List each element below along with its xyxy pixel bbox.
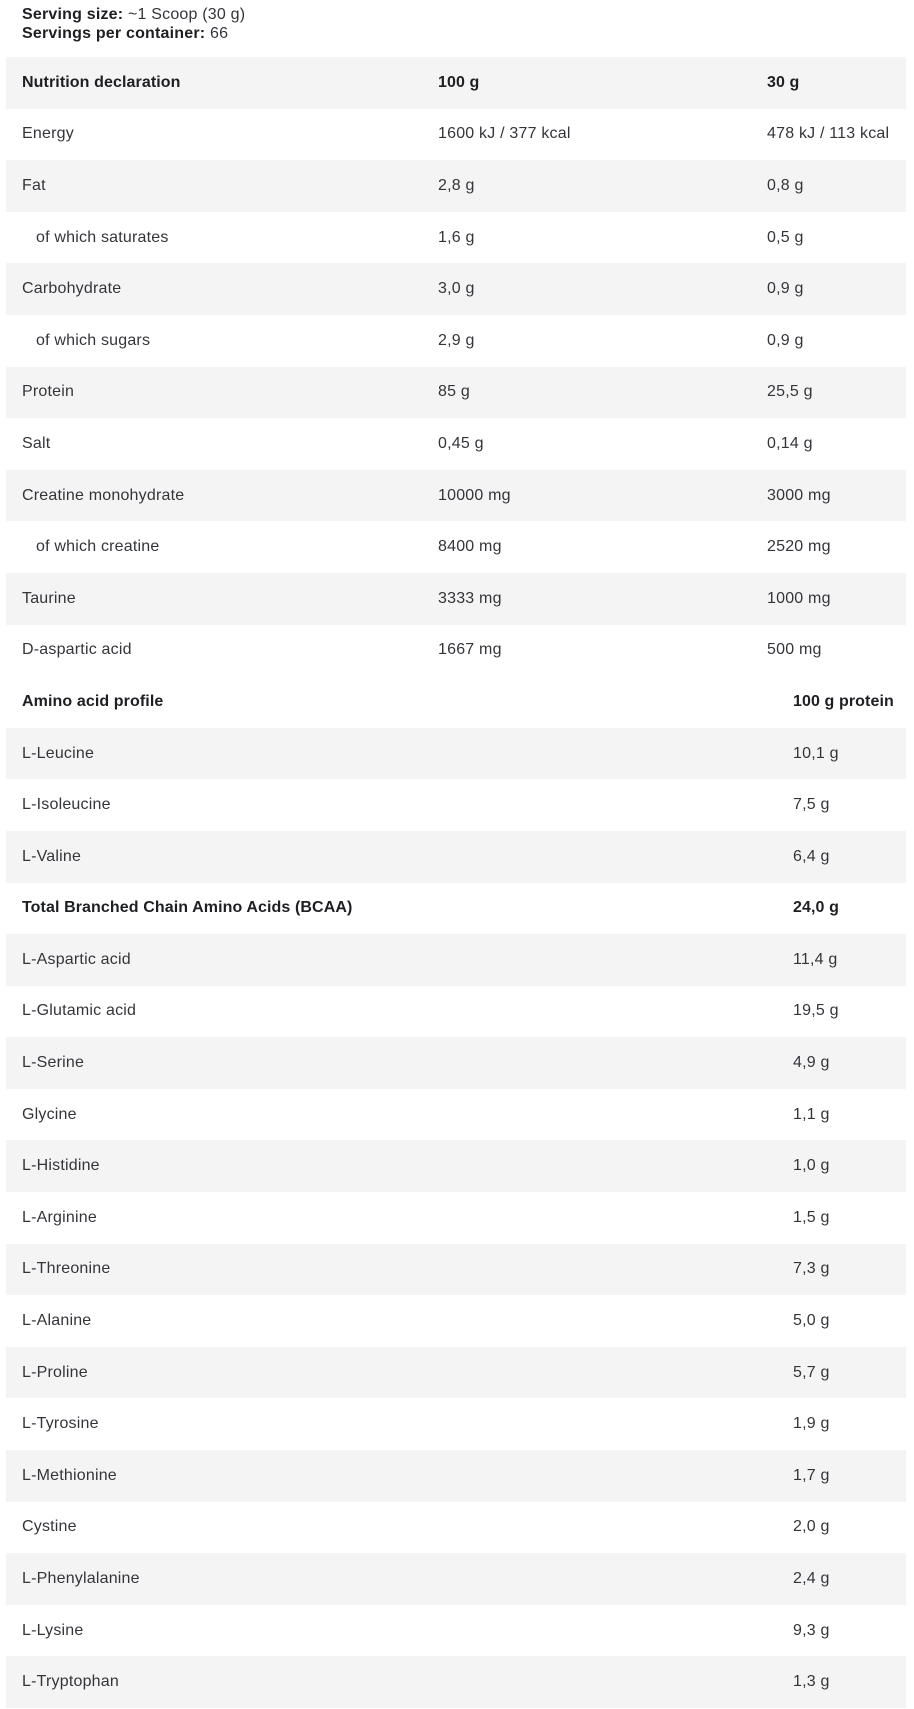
row-label: L-Proline [22,1363,88,1381]
row-label: L-Lysine [22,1621,84,1639]
value-per-30g: 0,14 g [767,434,813,452]
table-row [6,934,906,986]
value-per-30g: 0,9 g [767,280,804,298]
value-per-30g: 3000 mg [767,486,831,504]
row-label: L-Arginine [22,1208,97,1226]
servings-per-container-line [22,24,914,43]
table-row [6,831,906,883]
value-per-100g: 10000 mg [438,486,511,504]
row-label: L-Serine [22,1054,85,1072]
servings-per-container-value: 66 [209,25,229,42]
row-label: Carbohydrate [22,280,122,298]
value-per-100g: 2,9 g [438,331,475,349]
table-row [6,1656,906,1708]
row-label: Taurine [22,589,76,607]
value-per-100g-protein: 1,9 g [793,1415,830,1433]
value-per-100g: 0,45 g [438,434,484,452]
value-per-100g-protein: 4,9 g [793,1054,830,1072]
row-label: Total Branched Chain Amino Acids (BCAA) [22,899,353,917]
table-row [6,986,906,1038]
row-label: Energy [22,125,74,143]
table-row [6,263,906,315]
row-label: of which sugars [36,331,151,349]
value-per-100g: 85 g [438,383,470,401]
table-row [6,728,906,780]
row-label: L-Glutamic acid [22,1002,137,1020]
table-row [6,1140,906,1192]
row-label: Glycine [22,1105,77,1123]
value-per-100g-protein: 9,3 g [793,1621,830,1639]
table-row [6,1398,906,1450]
value-per-100g-protein: 1,1 g [793,1105,830,1123]
table-row [6,1089,906,1141]
serving-size-line [22,5,914,24]
table-row [6,212,906,264]
table-row [6,1295,906,1347]
value-per-30g: 0,5 g [767,228,804,246]
column-header-per-100g-protein: 100 g protein [793,692,894,710]
table-row [6,1502,906,1554]
table-row [6,1605,906,1657]
table-row [6,470,906,522]
value-per-100g: 3,0 g [438,280,475,298]
row-label: Protein [22,383,75,401]
value-per-100g-protein: 10,1 g [793,744,839,762]
serving-info [0,0,914,43]
table-row [6,521,906,573]
value-per-30g: 0,8 g [767,176,804,194]
value-per-100g-protein: 1,5 g [793,1208,830,1226]
table-row [6,1244,906,1296]
value-per-100g-protein: 7,3 g [793,1260,830,1278]
row-label: L-Methionine [22,1466,117,1484]
value-per-100g-protein: 7,5 g [793,796,830,814]
table-row [6,1553,906,1605]
row-label: Salt [22,434,51,452]
value-per-30g: 1000 mg [767,589,831,607]
row-label: Cystine [22,1518,77,1536]
table-row [6,367,906,419]
row-label: L-Valine [22,847,82,865]
row-label: L-Alanine [22,1312,92,1330]
value-per-100g-protein: 5,0 g [793,1312,830,1330]
value-per-30g: 500 mg [767,641,822,659]
value-per-100g-protein: 1,3 g [793,1673,830,1691]
value-per-30g: 2520 mg [767,538,831,556]
table-row [6,573,906,625]
table-row [6,1450,906,1502]
row-label: D-aspartic acid [22,641,132,659]
row-label: L-Histidine [22,1157,100,1175]
value-per-100g: 1,6 g [438,228,475,246]
value-per-100g: 1667 mg [438,641,502,659]
servings-per-container-label: Servings per container: [22,25,206,42]
value-per-100g: 1600 kJ / 377 kcal [438,125,571,143]
row-label: of which saturates [36,228,169,246]
value-per-100g-protein: 1,7 g [793,1466,830,1484]
value-per-100g: 3333 mg [438,589,502,607]
row-label: Fat [22,176,46,194]
value-per-100g-protein: 5,7 g [793,1363,830,1381]
table-row [6,1037,906,1089]
row-label: L-Isoleucine [22,796,111,814]
value-per-100g-protein: 11,4 g [793,950,838,968]
nutrition-table-header-row [6,57,906,109]
row-label: L-Leucine [22,744,95,762]
row-label: L-Tryptophan [22,1673,119,1691]
value-per-100g-protein: 24,0 g [793,899,839,917]
value-per-30g: 478 kJ / 113 kcal [767,125,890,143]
row-label: L-Aspartic acid [22,950,131,968]
column-header-per-30g: 30 g [767,73,800,91]
table-row [6,883,906,935]
value-per-100g: 8400 mg [438,538,502,556]
row-label: L-Phenylalanine [22,1570,140,1588]
value-per-100g-protein: 19,5 g [793,1002,839,1020]
value-per-100g-protein: 2,4 g [793,1570,830,1588]
table-row [6,1192,906,1244]
table-row [6,779,906,831]
value-per-100g-protein: 2,0 g [793,1518,830,1536]
table-row [6,315,906,367]
value-per-100g-protein: 1,0 g [793,1157,830,1175]
table-row [6,625,906,677]
column-header-amino-acid-profile: Amino acid profile [22,692,164,710]
value-per-30g: 25,5 g [767,383,813,401]
amino-table-header-row [6,676,906,728]
row-label: of which creatine [36,538,160,556]
row-label: L-Threonine [22,1260,111,1278]
table-row [6,418,906,470]
row-label: L-Tyrosine [22,1415,99,1433]
value-per-100g-protein: 6,4 g [793,847,830,865]
column-header-per-100g: 100 g [438,73,480,91]
table-row [6,109,906,161]
serving-size-value: ~1 Scoop (30 g) [127,6,246,23]
table-row [6,1347,906,1399]
column-header-nutrition-declaration: Nutrition declaration [22,73,181,91]
serving-size-label: Serving size: [22,6,124,23]
value-per-30g: 0,9 g [767,331,804,349]
amino-acid-table [6,676,906,1708]
row-label: Creatine monohydrate [22,486,185,504]
value-per-100g: 2,8 g [438,176,475,194]
nutrition-table [6,57,906,676]
table-row [6,160,906,212]
